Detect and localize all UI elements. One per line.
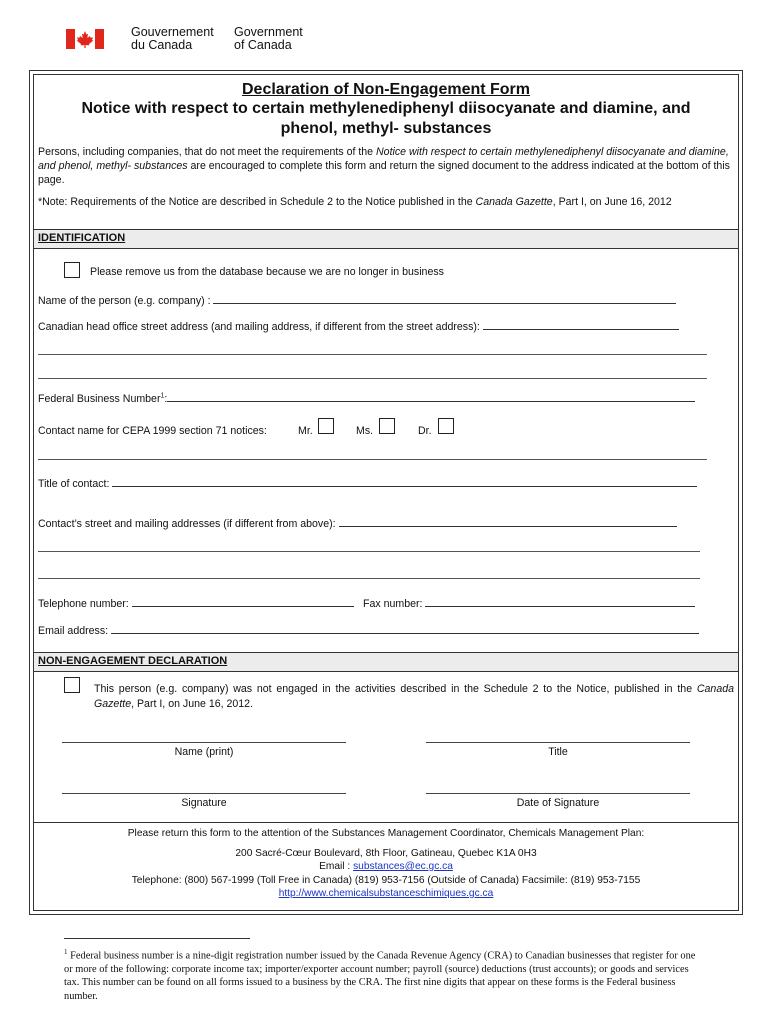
canada-flag-icon: [66, 29, 104, 49]
contact-address-row: [38, 516, 677, 530]
note-italic: Canada Gazette: [475, 196, 553, 208]
fbn-input[interactable]: [167, 391, 695, 402]
return-phone: Telephone: (800) 567-1999 (Toll Free in Canada) (819) 953-7156 (Outside of Canada) Facsimile: (819) 953-7155: [131, 875, 641, 886]
declaration-header: [34, 652, 738, 672]
email-label: Email address:: [38, 625, 112, 637]
contact-address-input[interactable]: [339, 516, 677, 527]
declaration-text: [94, 682, 734, 712]
fbn-row: Federal Business Number$^1$:: [38, 391, 695, 405]
title-label: Title of contact:: [38, 478, 113, 490]
company-name-label: Name of the person (e.g. company) :: [38, 295, 214, 307]
form-inner: [33, 74, 739, 911]
identification-heading: IDENTIFICATION: [38, 232, 126, 244]
form-title: Declaration of Non-Engagement Form: [241, 81, 531, 98]
name-print-line[interactable]: [62, 742, 346, 743]
fbn-footnote-ref: 1: [160, 392, 165, 400]
ms-checkbox[interactable]: [379, 418, 395, 434]
non-engagement-checkbox[interactable]: [64, 677, 80, 693]
footnote-number: 1: [64, 948, 68, 956]
mr-checkbox[interactable]: [318, 418, 334, 434]
gov-en-line1: Government: [234, 25, 303, 39]
telephone-input[interactable]: [132, 596, 354, 607]
footnote: [64, 946, 704, 1003]
return-url-link[interactable]: http://www.chemicalsubstanceschimiques.gc.ca: [278, 888, 494, 899]
gov-fr-line1: Gouvernement: [131, 25, 214, 39]
note-text-2: , Part I, on June 16, 2012: [552, 196, 672, 208]
signature-label: Signature: [181, 797, 227, 809]
fax-label: Fax number:: [363, 598, 426, 610]
title-row: [38, 476, 697, 490]
return-email-link[interactable]: substances@ec.gc.ca: [353, 861, 453, 872]
declaration-text-2: , Part I, on June 16, 2012.: [131, 698, 254, 710]
gov-fr-line2: du Canada: [131, 38, 193, 52]
mr-label: Mr.: [298, 425, 313, 437]
remove-from-database-checkbox[interactable]: [64, 262, 80, 278]
fbn-label: Federal Business Number: [38, 393, 161, 405]
signature-line[interactable]: [62, 793, 346, 794]
title-sig-line[interactable]: [426, 742, 690, 743]
intro-italic: Notice with respect to certain methylenediphenyl diisocyanate and diamine, and phenol, methyl- substances: [38, 146, 729, 172]
address-input[interactable]: [483, 319, 679, 330]
dr-label: Dr.: [418, 425, 432, 437]
company-name-row: [38, 293, 676, 307]
note-text-1: *Note: Requirements of the Notice are described in Schedule 2 to the Notice published in the: [38, 196, 476, 208]
return-email-label: Email :: [319, 861, 354, 872]
return-address-box: [34, 822, 738, 909]
ms-label: Ms.: [356, 425, 374, 437]
declaration-italic: Canada Gazette: [94, 683, 734, 710]
contact-name-line[interactable]: [38, 459, 707, 460]
company-name-input[interactable]: [213, 293, 676, 304]
fax-row: [363, 596, 695, 610]
form-frame: [29, 70, 743, 915]
contact-name-label: Contact name for CEPA 1999 section 71 notices:: [38, 425, 267, 437]
address-row: [38, 319, 679, 333]
address-label: Canadian head office street address (and mailing address, if different from the street address):: [38, 321, 483, 333]
form-subtitle: Notice with respect to certain methylenediphenyl diisocyanate and diamine, and phenol, methyl- substances: [81, 100, 691, 137]
contact-address-line-3[interactable]: [38, 578, 700, 579]
intro-paragraph: [38, 145, 730, 187]
date-label: Date of Signature: [516, 797, 600, 809]
dr-checkbox[interactable]: [438, 418, 454, 434]
gov-en-text: [234, 26, 303, 52]
footnote-rule: [64, 938, 250, 939]
return-url-row: [34, 887, 738, 901]
telephone-row: [38, 596, 354, 610]
name-print-label: Name (print): [174, 746, 234, 758]
declaration-heading: NON-ENGAGEMENT DECLARATION: [38, 655, 228, 667]
identification-header: [34, 229, 738, 249]
telephone-label: Telephone number:: [38, 598, 132, 610]
government-of-canada-signature: [66, 26, 316, 56]
return-text: Please return this form to the attention of the Substances Management Coordinator, Chemicals Management Plan:: [127, 828, 645, 839]
title-input[interactable]: [112, 476, 697, 487]
email-input[interactable]: [111, 623, 699, 634]
note-paragraph: [38, 195, 730, 209]
gov-fr-text: [131, 26, 214, 52]
intro-text-2: are encouraged to complete this form and return the signed document to the address indicated at the bottom of this page.: [38, 160, 730, 186]
gov-en-line2: of Canada: [234, 38, 292, 52]
date-line[interactable]: [426, 793, 690, 794]
title-sig-label: Title: [548, 746, 568, 758]
intro-text-1: Persons, including companies, that do not meet the requirements of the: [38, 146, 377, 158]
return-address: 200 Sacré-Cœur Boulevard, 8th Floor, Gatineau, Quebec K1A 0H3: [235, 848, 537, 859]
return-email-row: [34, 860, 738, 874]
declaration-text-1: This person (e.g. company) was not engaged in the activities described in the Schedule 2 to the Notice, published in the: [94, 683, 697, 695]
remove-label: Please remove us from the database because we are no longer in business: [90, 266, 444, 278]
address-line-2[interactable]: [38, 354, 707, 355]
fax-input[interactable]: [425, 596, 695, 607]
email-row: [38, 623, 699, 637]
contact-address-label: Contact’s street and mailing addresses (if different from above):: [38, 518, 339, 530]
contact-address-line-2[interactable]: [38, 551, 700, 552]
footnote-text: Federal business number is a nine-digit registration number issued by the Canada Revenue Agency (CRA) to Canadian businesses that register for one or more of the following: corporate income tax; importer/exporter account number; payroll (source) deductions (trust accounts); or goods and services tax. This number can be found on all forms issued to a business by the CRA. The first nine digits that appear on these forms is the Federal business number.: [64, 950, 696, 1002]
address-line-3[interactable]: [38, 378, 707, 379]
